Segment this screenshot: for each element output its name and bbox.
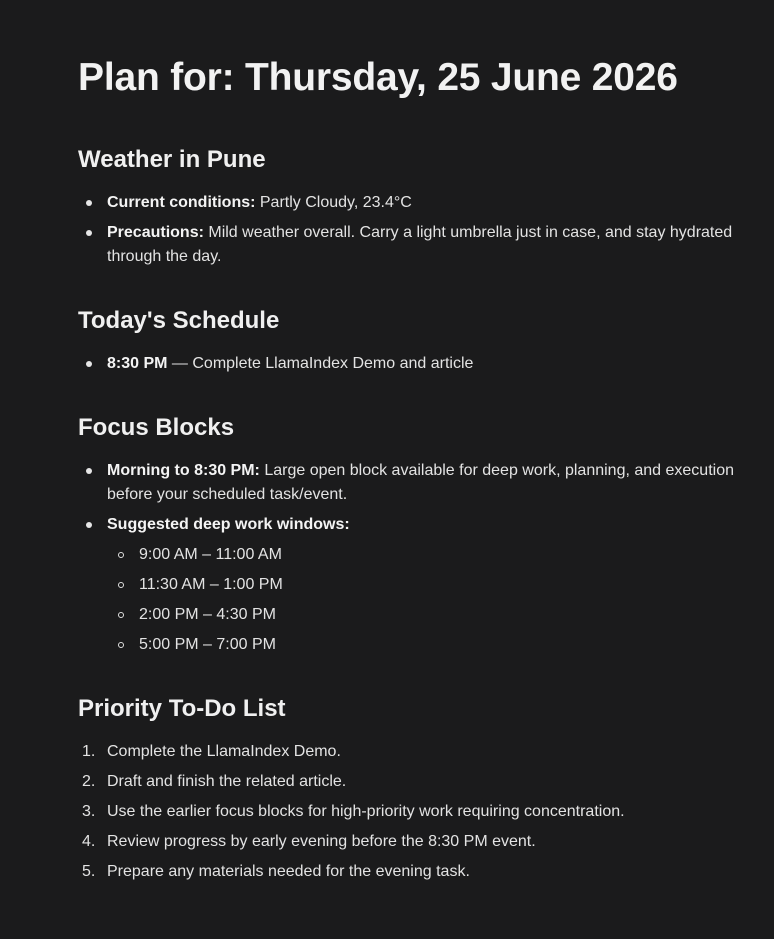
weather-list xyxy=(78,191,748,275)
todo-number: 3. xyxy=(82,803,96,820)
todo-text: Prepare any materials needed for the evening task. xyxy=(107,863,470,880)
list-item-label: Morning to 8:30 PM: xyxy=(107,462,260,479)
todo-heading: Priority To-Do List xyxy=(78,695,286,722)
list-item-text: Large open block available for deep work, planning, and execution before your scheduled task/event. xyxy=(107,462,734,503)
list-item-text: Mild weather overall. Carry a light umbrella just in case, and stay hydrated through the day. xyxy=(107,224,733,265)
deep-work-window: 5:00 PM – 7:00 PM xyxy=(107,633,748,657)
weather-heading: Weather in Pune xyxy=(78,146,266,173)
deep-work-window: 9:00 AM – 11:00 AM xyxy=(107,543,748,567)
todo-text: Complete the LlamaIndex Demo. xyxy=(107,743,341,760)
todo-number: 5. xyxy=(82,863,96,880)
todo-number: 4. xyxy=(82,833,96,850)
list-item-label: 8:30 PM xyxy=(107,355,168,372)
deep-work-windows-list xyxy=(107,543,748,657)
focus-heading: Focus Blocks xyxy=(78,414,235,441)
todo-number: 1. xyxy=(82,743,96,760)
schedule-item xyxy=(78,352,748,376)
weather-current-item xyxy=(78,191,748,215)
todo-text: Review progress by early evening before the 8:30 PM event. xyxy=(107,833,536,850)
todo-item xyxy=(78,770,748,794)
list-item-text: Partly Cloudy, 23.4°C xyxy=(255,194,412,211)
todo-item xyxy=(78,830,748,854)
list-item-text: — Complete LlamaIndex Demo and article xyxy=(167,355,474,372)
focus-windows-item xyxy=(78,513,748,657)
schedule-list xyxy=(78,352,748,382)
focus-morning-item xyxy=(78,459,748,507)
schedule-heading: Today's Schedule xyxy=(78,307,280,334)
focus-list xyxy=(78,459,748,663)
todo-number: 2. xyxy=(82,773,96,790)
todo-list xyxy=(78,740,748,890)
deep-work-window: 2:00 PM – 4:30 PM xyxy=(107,603,748,627)
list-item-label: Current conditions: xyxy=(107,194,256,211)
list-item-label: Suggested deep work windows: xyxy=(107,516,350,533)
todo-item xyxy=(78,800,748,824)
deep-work-window: 11:30 AM – 1:00 PM xyxy=(107,573,748,597)
todo-item xyxy=(78,740,748,764)
weather-precautions-item xyxy=(78,221,748,269)
todo-text: Draft and finish the related article. xyxy=(107,773,347,790)
page-title: Plan for: Thursday, 25 June 2026 xyxy=(78,56,678,99)
todo-item xyxy=(78,860,748,884)
todo-text: Use the earlier focus blocks for high-priority work requiring concentration. xyxy=(107,803,625,820)
list-item-label: Precautions: xyxy=(107,224,204,241)
